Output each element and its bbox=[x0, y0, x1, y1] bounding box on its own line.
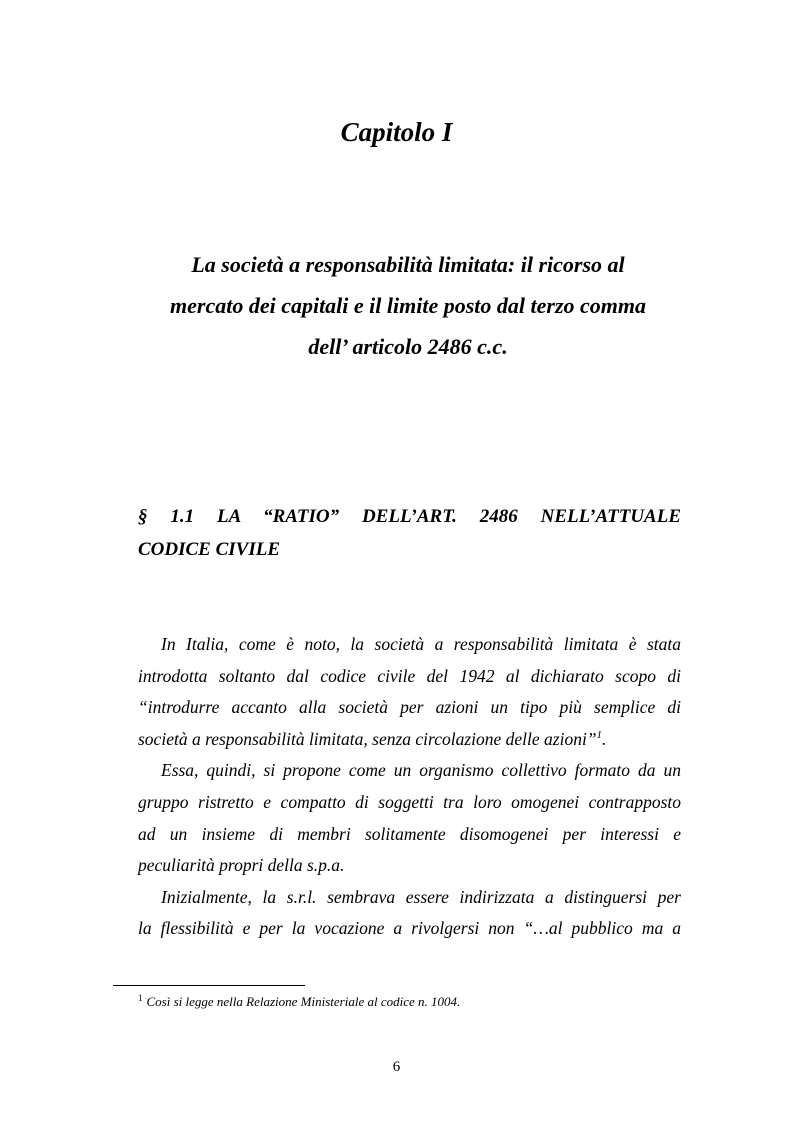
section-heading-line: CODICE CIVILE bbox=[138, 539, 281, 560]
body-line: In Italia, come è noto, la società a responsabilità limitata è stata bbox=[161, 634, 681, 654]
body-line: la flessibilità e per la vocazione a rivolgersi non “…al pubblico ma a bbox=[138, 918, 681, 939]
footnote-separator bbox=[113, 985, 305, 986]
body-line: introdotta soltanto dal codice civile del 1942 al dichiarato scopo di bbox=[138, 665, 681, 686]
body-line-suffix: . bbox=[602, 728, 607, 749]
chapter-subtitle-line: La società a responsabilità limitata: il ricorso al bbox=[191, 252, 625, 277]
body-line-with-footnote bbox=[138, 724, 681, 756]
body-line: Essa, quindi, si propone come un organismo collettivo formato da un bbox=[161, 760, 681, 781]
body-line-text: società a responsabilità limitata, senza circolazione delle azioni” bbox=[138, 728, 597, 749]
footnote-number: 1 bbox=[138, 992, 143, 1003]
body-line: ad un insieme di membri solitamente disomogenei per interessi e bbox=[138, 823, 681, 844]
body-line: Inizialmente, la s.r.l. sembrava essere indirizzata a distinguersi per bbox=[161, 886, 681, 907]
chapter-subtitle-line: dell’ articolo 2486 c.c. bbox=[308, 334, 508, 359]
chapter-subtitle bbox=[120, 244, 696, 367]
footnote bbox=[138, 993, 698, 1011]
section-heading bbox=[138, 500, 681, 566]
footnote-text: Così si legge nella Relazione Ministeriale al codice n. 1004. bbox=[146, 994, 461, 1009]
footnote-reference[interactable]: 1 bbox=[596, 728, 603, 741]
body-line: peculiarità propri della s.p.a. bbox=[138, 855, 345, 876]
body-line: gruppo ristretto e compatto di soggetti tra loro omogenei contrapposto bbox=[138, 791, 681, 812]
section-heading-line: § 1.1 LA “RATIO” DELL’ART. 2486 NELL’ATTUALE bbox=[138, 506, 681, 527]
chapter-title: Capitolo I bbox=[340, 117, 453, 147]
body-line: “introdurre accanto alla società per azioni un tipo più semplice di bbox=[138, 697, 681, 718]
page-number: 6 bbox=[392, 1059, 401, 1075]
chapter-subtitle-line: mercato dei capitali e il limite posto dal terzo comma bbox=[170, 293, 646, 318]
body-text bbox=[138, 629, 681, 945]
